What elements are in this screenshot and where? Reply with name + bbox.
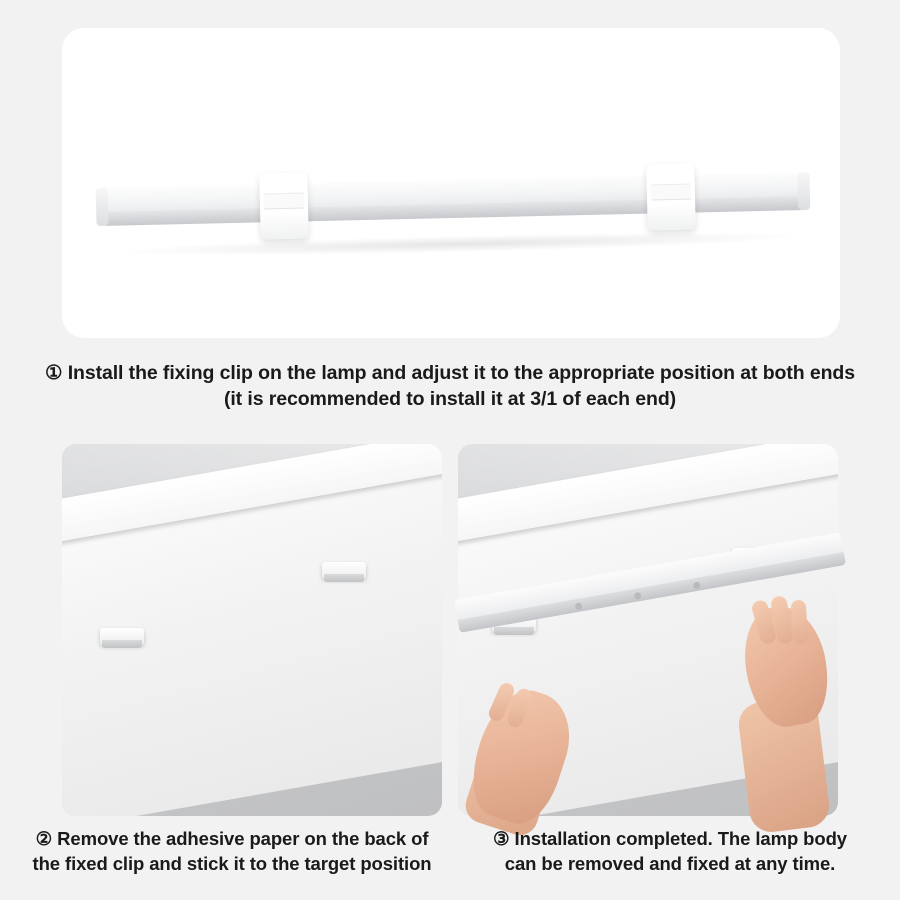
step-2-number: ② [35,828,53,849]
lamp-end-cap-right [797,172,810,210]
fixing-clip-right [646,163,695,230]
lamp-shadow [122,228,802,259]
step-2-caption [32,826,432,876]
step-3-text-line2: can be removed and fixed at any time. [504,853,836,874]
lamp-illustration [62,28,840,338]
product-photo-panel [62,28,840,338]
mounted-clip-near [100,628,144,645]
step-1-text-line1: Install the fixing clip on the lamp and adjust it to the appropriate position at both ends [67,362,855,384]
step-1-caption [30,360,870,412]
lamp-bar [100,172,807,228]
step-2-text-line2: the fixed clip and stick it to the target position [32,853,432,874]
fixing-clip-left [259,172,308,239]
clip-notch [264,193,304,210]
step-3-caption [470,826,870,876]
step-3-text-line1: Installation completed. The lamp body [514,828,847,849]
right-finger [790,600,808,645]
step-3-number: ③ [493,828,510,849]
clip-notch [651,184,691,201]
step-1-number: ① [44,362,63,384]
mounted-clip-far [322,562,366,579]
step-3-line1-wrap [470,826,870,851]
step-1-text-line2: (it is recommended to install it at 3/1 of each end) [223,388,677,410]
step-2-text-line1: Remove the adhesive paper on the back of [57,828,429,849]
step-2-line1-wrap [32,826,432,851]
lamp-end-cap-left [96,188,109,226]
